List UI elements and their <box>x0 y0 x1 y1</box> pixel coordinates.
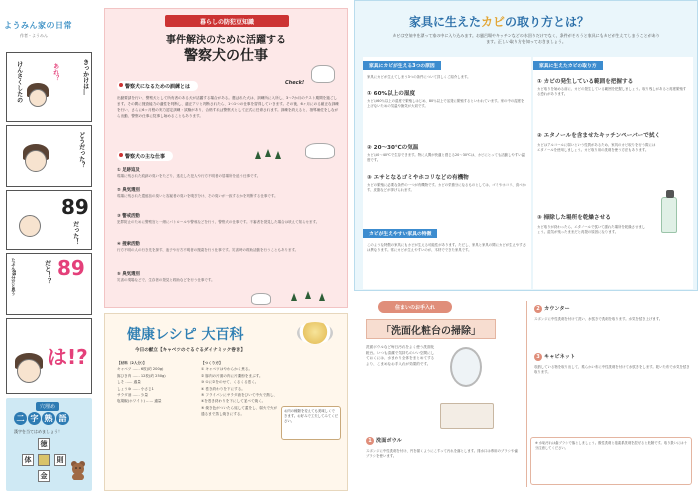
quiz-answer-cell[interactable] <box>38 454 50 466</box>
right-column <box>352 0 700 495</box>
quiz-title-char: 熟 <box>42 412 55 425</box>
tree-icon <box>265 149 271 157</box>
cause-text: カビの繁殖に必要な条件の一つが有機物です。カビの栄養分になるものとしては、ゴミやホコリ、食べかす、皮脂などが挙げられます。 <box>367 183 526 193</box>
article-title <box>409 13 589 30</box>
removal-panel <box>533 57 693 289</box>
job-heading: ① 足跡追及 <box>117 168 140 173</box>
step-text: カビはアルコールに弱いという性質があるため、家具のカビ取りを行う際にはエタノールを使用しましょう。カビ取り用の洗剤を使う方法もあります。 <box>537 143 656 153</box>
ingredient: 塩胡椒(ホワイト) …… 適量 <box>117 399 162 404</box>
item-text: スポンジに中性洗剤を付けて洗い、水拭きで洗剤を取ります。水気を拭き上げます。 <box>534 317 663 321</box>
article-lead: カビは空気中を漂って家の中に入り込みます。お風呂場やキッチンなどの水回りだけでなく、条件がそろうと家具にもカビが生えてしまうことがあります。正しい取り方を知っておきましょう。 <box>392 33 660 44</box>
job-text: 災害の現場などで、生存者の発見と救助などを行う仕事です。 <box>117 278 215 282</box>
manga-author: 作者・ようみん <box>20 33 48 38</box>
step-heading: ① カビの発生している範囲を把握する <box>537 79 634 85</box>
divider <box>526 301 527 487</box>
quiz-title-char: 語 <box>56 412 69 425</box>
step-heading: ③ 掃除した場所を乾燥させる <box>537 215 611 221</box>
title-highlight: カビ <box>481 15 506 29</box>
character-face <box>17 359 41 383</box>
manga-text: あれ？ <box>51 63 59 81</box>
item-title: 洗面ボウル <box>376 438 402 444</box>
steps-list <box>201 360 279 418</box>
job-text: 行方不明の人の行き先を探す、迷子や行方不明者の捜索を行う仕事です。災害時の救助活動を行うこともあります。 <box>117 248 299 252</box>
ingredients-heading: 【材料（2人分）】 <box>117 361 147 365</box>
item-text: 収納している物を取り出して、柔らかい布に中性洗剤を付けて水拭きをします。乾いた布で水気を拭き取ります。 <box>534 365 690 375</box>
item-heading <box>534 305 570 313</box>
tree-icon <box>305 291 311 299</box>
cause-heading: ② 20〜30℃の気温 <box>367 145 419 151</box>
manga-text: たぶん89分だと思う <box>11 258 17 296</box>
section-heading: 警察犬の主な仕事 <box>117 151 173 161</box>
manga-text: きっかけは… <box>81 59 89 95</box>
manga-panel-4 <box>6 253 92 315</box>
tree-icon <box>275 151 281 159</box>
dog-icon <box>251 293 271 305</box>
manga-exclamation: は!? <box>47 345 88 369</box>
item-heading <box>366 437 402 445</box>
job-heading: ③ 警戒活動 <box>117 214 140 219</box>
dog-icon <box>311 65 335 83</box>
quiz-cell: 則 <box>54 454 66 466</box>
step-heading: ② エタノールを含ませたキッチンペーパーで拭く <box>537 133 661 139</box>
recipe-step: ⑤ フライパンにサラダ油をひいて中火で熱し、④を巻き終わりを下にして並べて焼く。 <box>201 393 278 404</box>
step-text: カビ取りが終わったら、エタノールで拭いて濡れた場所を乾燥させましょう。湿気が残ったままだと再発の原因になります。 <box>537 225 646 235</box>
mirror-icon <box>450 347 482 387</box>
quiz-instruction: 漢字を当てはめましょう！ <box>14 429 62 434</box>
ingredient: 豚ひき肉 …… 12枚(約 250g) <box>117 373 166 378</box>
article-subtitle: 事件解決のために活躍する <box>166 35 286 46</box>
item-title: キャビネット <box>544 354 576 360</box>
job-heading: ④ 捜索活動 <box>117 242 140 247</box>
title-part: 家具に生えた <box>409 15 482 29</box>
manga-text: けんさくしたの <box>15 61 23 103</box>
ingredient: キャベツ …… 6枚(約 200g) <box>117 367 164 372</box>
health-recipe-article <box>104 313 348 491</box>
quiz-cell: 徳 <box>38 438 50 450</box>
kanji-quiz <box>6 398 92 491</box>
article-tag: 住まいのお手入れ <box>378 301 452 313</box>
manga-header <box>4 20 94 48</box>
title-part: の取り方とは？ <box>505 15 590 29</box>
manga-column <box>0 0 98 495</box>
cause-heading: ① 60%以上の湿度 <box>367 91 416 97</box>
dog-icon <box>305 143 335 159</box>
character-face <box>19 215 41 237</box>
item-title: カウンター <box>544 306 570 312</box>
recipe-step: ① キャベツはやわらかく煮る。 <box>201 367 253 372</box>
article-banner: 暮らしの防犯豆知識 <box>165 15 289 27</box>
manga-number: 89 <box>57 256 85 280</box>
section-text: このような特徴の家具にもカビが生える可能性があります。ただし、家具と家具の間にカビが生えやすさは異なります。常にカビが生えやすいのが、木材でできた家具です。 <box>367 243 527 253</box>
ingredient: サラダ油 …… 少量 <box>117 393 148 398</box>
step-text: カビ取りを始める前に、カビの発生している範囲を把握しましょう。取り残しがあると再度繁殖する恐れがあります。 <box>537 87 687 97</box>
section-heading: 家具にカビが生える3つの原因 <box>363 61 441 70</box>
tree-icon <box>255 151 261 159</box>
character-face <box>25 150 47 172</box>
article-lead: 洗面ボウルなど毎日汚れをよく使う洗面化粧台。いつも清潔で気持ちのいい空間にしておくには、水まわり全体をまとめてするより、こまめなお手入れが効果的です。 <box>366 345 435 366</box>
item-number: 1 <box>366 437 374 445</box>
quiz-title-char: 字 <box>28 412 41 425</box>
manga-panel-1 <box>6 52 92 122</box>
job-text: 犯罪防止のために警察官と一緒にパトロールや警戒などを行う、警察犬の仕事です。不審者を発見した場合は吠えて知らせます。 <box>117 220 320 224</box>
manga-number: 89 <box>61 195 89 219</box>
steps-heading: 【つくり方】 <box>201 361 223 365</box>
recipe-step: ④ 巻き終わりを下にする。 <box>201 386 245 391</box>
washbasin-icon <box>440 403 494 429</box>
item-number: 3 <box>534 353 542 361</box>
section-intro: 家具にカビが生えてしまう3つの条件について詳しくご紹介します。 <box>367 75 471 79</box>
tree-icon <box>291 293 297 301</box>
manga-text: だった！ <box>71 221 79 245</box>
job-text: 現場に残された痕跡の臭いをたどり、逃走した犯人や行方不明者の居場所を追う仕事です。 <box>117 174 261 178</box>
article-title: 「洗面化粧台の掃除」 <box>366 319 496 339</box>
ingredients-list <box>117 360 197 405</box>
section-heading: 家具に生えたカビの取り方 <box>533 61 603 70</box>
cause-heading: ③ エサとなるゴミやホコリなどの有機物 <box>367 175 469 181</box>
item-text: スポンジに中性洗剤を付け、円を描くようにこすって汚れを落とします。排水口は専用のブラシや歯ブラシを使います。 <box>366 449 518 459</box>
item-heading <box>534 353 575 361</box>
bear-icon <box>70 460 86 480</box>
quiz-title <box>14 412 69 425</box>
washstand-article <box>354 295 698 491</box>
section-text: 出動要請を行い、警察犬として所有者のある犬が活躍する場合がある。選ばれた犬は、訓練所に入所し、3〜7か月のテスト期間を過ごします。その間に捜査能力の適性を判断し、適正アリと判断されたら、1つ1つの仕事を習得していきます。その後、6ヶ月にのる厳正な訓練を行い、さらに6ヶ月程の実力認定訓練・試験があり、合格すれば警察犬として正式に任命されます。訓練を終えると、指導補佐をしながら出動、警察の仕事に従事し始めることもあります。 <box>117 96 339 118</box>
spray-bottle-icon <box>661 197 677 233</box>
tree-icon <box>319 293 325 301</box>
cause-text: カビは60％以上の湿度で繁殖しはじめ、80％以上で活発に繁殖するといわれています。家の中の湿度を上げないための気温や換気が大切です。 <box>367 99 525 109</box>
manga-text: どうだった？ <box>77 132 85 168</box>
character-face <box>29 89 47 107</box>
manga-panel-5 <box>6 318 92 394</box>
quiz-tag: 穴埋め <box>36 402 59 411</box>
manga-text: だと！？ <box>43 260 51 284</box>
caution-note: ※ 水垢汚れは歯ブラシで落としましょう。酸性洗剤と塩素系洗剤を混ぜると危険です。取り扱いには十分注意してください。 <box>530 437 692 485</box>
quiz-grid <box>22 438 66 486</box>
cause-text: カビは0〜40℃で生存できます。特に人間が快適と感じる20〜30℃は、カビにとっても活動しやすい温度です。 <box>367 153 525 163</box>
ingredient: しょうゆ …… 小さじ1 <box>117 386 154 391</box>
job-text: 現場に残された遺留品の臭いと容疑者の臭いを嗅ぎ分け、その臭いが一致するかを判断する仕事です。 <box>117 194 278 198</box>
quiz-title-char: 二 <box>14 412 27 425</box>
manga-panel-2 <box>6 125 92 187</box>
job-heading: ⑤ 臭気選別 <box>117 272 140 277</box>
section-heading: 警察犬になるための訓練とは <box>117 81 198 91</box>
article-title: 警察犬の仕事 <box>184 48 268 64</box>
dish-icon <box>297 322 333 344</box>
police-dog-article <box>104 8 348 308</box>
recipe-step: ⑥ 焼き色がついたら返して蓋をし、弱火で火が通るまで蒸し焼きにする。 <box>201 405 278 417</box>
recipe-name: 今日の献立【キャベツのぐるぐるダイナミック巻き】 <box>135 348 246 353</box>
section-heading: カビが生えやすい家具の特徴 <box>363 229 437 238</box>
middle-column <box>98 0 352 495</box>
ingredient: しそ …… 適量 <box>117 380 141 385</box>
recipe-note: お肉の種類を変えても美味しくできます。お好みで工夫してみてください。 <box>281 406 341 440</box>
recipe-step: ② 豚肉の片面の肉に片栗粉をまぶす。 <box>201 373 263 378</box>
causes-panel <box>363 57 531 289</box>
manga-panel-3 <box>6 190 92 250</box>
manga-title: ようみん家の日常 <box>4 21 72 30</box>
job-heading: ② 臭気選別 <box>117 188 140 193</box>
mold-article <box>354 0 698 291</box>
quiz-cell: 体 <box>22 454 34 466</box>
item-number: 2 <box>534 305 542 313</box>
check-label: Check! <box>285 80 305 86</box>
quiz-cell: 金 <box>38 470 50 482</box>
recipe-title: 健康レシピ 大百科 <box>127 327 244 343</box>
recipe-step: ③ ①に②をのせて、くるくる巻く。 <box>201 380 259 385</box>
